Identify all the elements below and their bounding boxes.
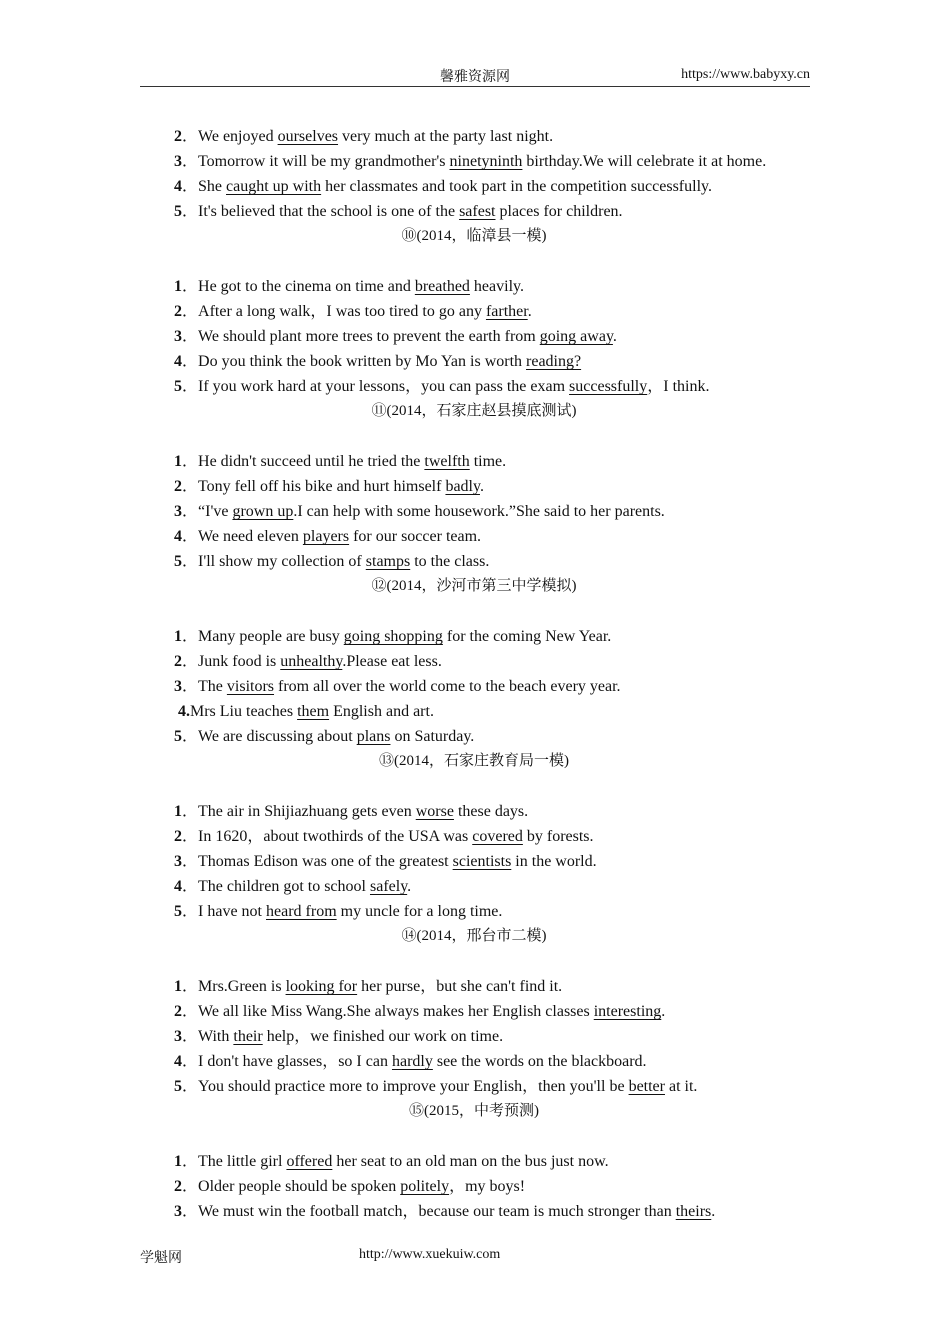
item-text-after: .Please eat less.	[342, 653, 442, 670]
item-text-after: at it.	[664, 1078, 698, 1095]
item-number: 2	[174, 1003, 182, 1020]
item-separator: ．	[182, 878, 199, 895]
item-answer: plans	[356, 728, 391, 745]
item-text-after: from all over the world come to the beach every year.	[274, 678, 621, 695]
item-separator: ．	[182, 203, 199, 220]
item-text-before: We need eleven	[198, 528, 303, 545]
item-text-after: ，I think.	[647, 378, 710, 395]
item-answer: caught up with	[226, 178, 322, 195]
exercise-item	[174, 974, 834, 999]
item-separator: ．	[182, 503, 199, 520]
exercise-item	[174, 299, 834, 324]
item-text-before: Thomas Edison was one of the greatest	[198, 853, 453, 870]
section-gap	[174, 424, 834, 449]
item-separator: ．	[182, 1003, 199, 1020]
exercise-item	[174, 499, 834, 524]
item-text-before: Junk food is	[198, 653, 281, 670]
item-number: 3	[174, 153, 182, 170]
item-number: 2	[174, 478, 182, 495]
item-number: 3	[174, 678, 182, 695]
item-answer: looking for	[285, 978, 358, 995]
item-answer: worse	[415, 803, 454, 820]
exercise-item	[174, 274, 834, 299]
item-number: 4	[174, 1053, 182, 1070]
exercise-item	[174, 474, 834, 499]
item-number: 5	[174, 378, 182, 395]
exercise-item	[174, 724, 834, 749]
exercise-item	[174, 349, 834, 374]
item-number: 5	[174, 203, 182, 220]
exercise-item	[174, 1199, 834, 1224]
item-number: 1	[174, 628, 182, 645]
exercise-item	[174, 899, 834, 924]
item-text-after: for the coming New Year.	[442, 628, 612, 645]
item-text-after: .I can help with some housework.”She said to her parents.	[293, 503, 665, 520]
item-separator: ．	[182, 1203, 199, 1220]
item-answer: hardly	[391, 1053, 433, 1070]
exercise-item	[178, 699, 834, 724]
exercise-item	[174, 874, 834, 899]
item-answer: scientists	[452, 853, 512, 870]
item-separator: ．	[182, 828, 199, 845]
item-separator: ．	[182, 628, 199, 645]
item-text-after: for our soccer team.	[349, 528, 482, 545]
item-number: 5	[174, 1078, 182, 1095]
exercise-item	[174, 1024, 834, 1049]
item-number: 1	[174, 978, 182, 995]
item-number: 3	[174, 503, 182, 520]
exercise-item	[174, 849, 834, 874]
item-number: 4	[174, 528, 182, 545]
item-text-after: .	[407, 878, 412, 895]
item-text-before: He didn't succeed until he tried the	[198, 453, 425, 470]
exercise-item	[174, 999, 834, 1024]
item-text-after: help，we finished our work on time.	[262, 1028, 504, 1045]
exercise-item	[174, 324, 834, 349]
item-answer: better	[628, 1078, 665, 1095]
item-answer: heard from	[266, 903, 337, 920]
item-answer: unhealthy	[280, 653, 343, 670]
item-number: 1	[174, 278, 182, 295]
item-separator: ．	[182, 528, 199, 545]
item-number: 4.	[178, 703, 190, 720]
exercise-item	[174, 524, 834, 549]
item-separator: ．	[182, 1078, 199, 1095]
item-separator: ．	[182, 1178, 199, 1195]
exercise-item	[174, 1149, 834, 1174]
item-text-before: I'll show my collection of	[198, 553, 366, 570]
item-text-before: In 1620，about twothirds of the USA was	[198, 828, 473, 845]
item-separator: ．	[182, 728, 199, 745]
item-text-before: With	[198, 1028, 234, 1045]
item-answer: breathed	[414, 278, 470, 295]
header-url[interactable]: https://www.babyxy.cn	[681, 67, 810, 82]
item-text-before: You should practice more to improve your English，then you'll be	[198, 1078, 629, 1095]
item-separator: ．	[182, 478, 199, 495]
item-text-after: .	[527, 303, 532, 320]
header-site-name: 馨雅资源网	[440, 70, 510, 85]
item-answer: farther	[485, 303, 528, 320]
item-separator: ．	[182, 453, 199, 470]
section-source: ⑬(2014，石家庄教育局一模)	[379, 753, 569, 769]
item-text-before: If you work hard at your lessons，you can pass the exam	[198, 378, 570, 395]
item-answer: covered	[472, 828, 523, 845]
item-text-after: ，my boys!	[449, 1178, 526, 1195]
item-separator: ．	[182, 1028, 199, 1045]
item-text-before: After a long walk，I was too tired to go any	[198, 303, 486, 320]
item-separator: ．	[182, 303, 199, 320]
item-text-before: Do you think the book written by Mo Yan is worth	[198, 353, 527, 370]
item-number: 2	[174, 828, 182, 845]
item-number: 4	[174, 878, 182, 895]
item-answer: safest	[459, 203, 496, 220]
item-answer: ourselves	[277, 128, 339, 145]
item-text-before: We enjoyed	[198, 128, 278, 145]
item-text-after: very much at the party last night.	[338, 128, 554, 145]
item-number: 5	[174, 728, 182, 745]
exercise-item	[174, 1074, 834, 1099]
item-text-before: He got to the cinema on time and	[198, 278, 415, 295]
section-gap	[174, 249, 834, 274]
item-text-after: English and art.	[329, 703, 434, 720]
item-separator: ．	[182, 1153, 199, 1170]
item-text-before: I have not	[198, 903, 266, 920]
section-gap	[174, 1124, 834, 1149]
exercise-item	[174, 199, 834, 224]
item-text-before: The air in Shijiazhuang gets even	[198, 803, 416, 820]
item-text-after: her seat to an old man on the bus just now.	[332, 1153, 609, 1170]
item-answer: stamps	[365, 553, 411, 570]
item-answer: players	[302, 528, 350, 545]
item-text-before: I don't have glasses，so I can	[198, 1053, 392, 1070]
exercise-item	[174, 624, 834, 649]
item-answer: offered	[286, 1153, 333, 1170]
section-source: ⑩(2014，临漳县一模)	[401, 228, 547, 244]
item-text-before: It's believed that the school is one of the	[198, 203, 460, 220]
item-answer: reading?	[526, 353, 582, 370]
item-number: 1	[174, 1153, 182, 1170]
item-answer: safely	[369, 878, 408, 895]
item-separator: ．	[182, 803, 199, 820]
item-text-before: Mrs.Green is	[198, 978, 286, 995]
item-text-after: her purse，but she can't find it.	[357, 978, 563, 995]
item-text-before: Mrs Liu teaches	[190, 703, 298, 720]
item-text-after: birthday.We will celebrate it at home.	[522, 153, 767, 170]
item-text-before: We all like Miss Wang.She always makes her English classes	[198, 1003, 594, 1020]
item-separator: ．	[182, 378, 199, 395]
footer-site-name: 学魁网	[140, 1251, 182, 1266]
item-text-after: in the world.	[511, 853, 597, 870]
item-answer: politely	[400, 1178, 450, 1195]
exercise-item	[174, 799, 834, 824]
item-number: 3	[174, 853, 182, 870]
item-number: 2	[174, 303, 182, 320]
item-number: 2	[174, 1178, 182, 1195]
item-number: 2	[174, 128, 182, 145]
item-text-after: heavily.	[469, 278, 524, 295]
item-number: 1	[174, 803, 182, 820]
exercise-item	[174, 549, 834, 574]
item-text-after: these days.	[453, 803, 529, 820]
item-answer: visitors	[226, 678, 275, 695]
exercise-item	[174, 1174, 834, 1199]
item-number: 3	[174, 1203, 182, 1220]
exercise-item	[174, 149, 834, 174]
item-answer: their	[233, 1028, 263, 1045]
item-text-after: my uncle for a long time.	[336, 903, 503, 920]
item-answer: twelfth	[424, 453, 470, 470]
item-text-after: .	[711, 1203, 716, 1220]
item-separator: ．	[182, 353, 199, 370]
item-answer: grown up	[232, 503, 294, 520]
exercise-item	[174, 449, 834, 474]
item-answer: successfully	[569, 378, 648, 395]
item-number: 3	[174, 1028, 182, 1045]
item-text-before: “I've	[198, 503, 233, 520]
item-separator: ．	[182, 978, 199, 995]
item-separator: ．	[182, 328, 199, 345]
item-number: 3	[174, 328, 182, 345]
exercise-item	[174, 649, 834, 674]
exercise-item	[174, 674, 834, 699]
section-gap	[174, 774, 834, 799]
item-answer: ninetyninth	[449, 153, 523, 170]
item-text-after: .	[612, 328, 617, 345]
item-separator: ．	[182, 553, 199, 570]
item-text-after: places for children.	[495, 203, 623, 220]
item-answer: badly	[445, 478, 480, 495]
exercise-item	[174, 1049, 834, 1074]
footer-url[interactable]: http://www.xuekuiw.com	[359, 1247, 501, 1262]
item-text-before: We are discussing about	[198, 728, 357, 745]
item-answer: theirs	[675, 1203, 712, 1220]
item-text-after: her classmates and took part in the competition successfully.	[321, 178, 712, 195]
exercise-item	[174, 374, 834, 399]
item-number: 1	[174, 453, 182, 470]
exercise-content	[174, 124, 834, 1224]
item-text-before: Tony fell off his bike and hurt himself	[198, 478, 446, 495]
item-separator: ．	[182, 178, 199, 195]
item-separator: ．	[182, 278, 199, 295]
item-text-after: by forests.	[522, 828, 594, 845]
item-separator: ．	[182, 653, 199, 670]
item-text-before: The little girl	[198, 1153, 287, 1170]
section-source: ⑪(2014，石家庄赵县摸底测试)	[371, 403, 577, 419]
item-text-after: .	[479, 478, 484, 495]
item-text-before: We should plant more trees to prevent the earth from	[198, 328, 540, 345]
page-header	[140, 64, 810, 87]
item-text-after: .	[661, 1003, 666, 1020]
item-separator: ．	[182, 1053, 199, 1070]
item-separator: ．	[182, 853, 199, 870]
exercise-item	[174, 174, 834, 199]
item-text-before: The	[198, 678, 227, 695]
item-text-after: time.	[469, 453, 507, 470]
item-text-before: Older people should be spoken	[198, 1178, 401, 1195]
item-text-before: We must win the football match，because our team is much stronger than	[198, 1203, 676, 1220]
item-answer: going shopping	[343, 628, 443, 645]
item-answer: interesting	[593, 1003, 662, 1020]
item-text-before: The children got to school	[198, 878, 370, 895]
item-text-after: see the words on the blackboard.	[432, 1053, 647, 1070]
item-text-before: Many people are busy	[198, 628, 344, 645]
item-number: 4	[174, 178, 182, 195]
item-text-before: She	[198, 178, 227, 195]
item-separator: ．	[182, 153, 199, 170]
item-number: 5	[174, 553, 182, 570]
section-gap	[174, 599, 834, 624]
section-gap	[174, 949, 834, 974]
item-number: 5	[174, 903, 182, 920]
item-text-before: Tomorrow it will be my grandmother's	[198, 153, 450, 170]
item-text-after: to the class.	[410, 553, 490, 570]
section-source: ⑮(2015，中考预测)	[409, 1103, 539, 1119]
item-number: 4	[174, 353, 182, 370]
exercise-item	[174, 824, 834, 849]
section-source: ⑭(2014，邢台市二模)	[401, 928, 547, 944]
item-separator: ．	[182, 128, 199, 145]
item-answer: going away	[539, 328, 613, 345]
section-source: ⑫(2014，沙河市第三中学模拟)	[371, 578, 577, 594]
exercise-item	[174, 124, 834, 149]
item-text-after: on Saturday.	[390, 728, 475, 745]
item-separator: ．	[182, 903, 199, 920]
item-number: 2	[174, 653, 182, 670]
item-separator: ．	[182, 678, 199, 695]
item-answer: them	[297, 703, 330, 720]
